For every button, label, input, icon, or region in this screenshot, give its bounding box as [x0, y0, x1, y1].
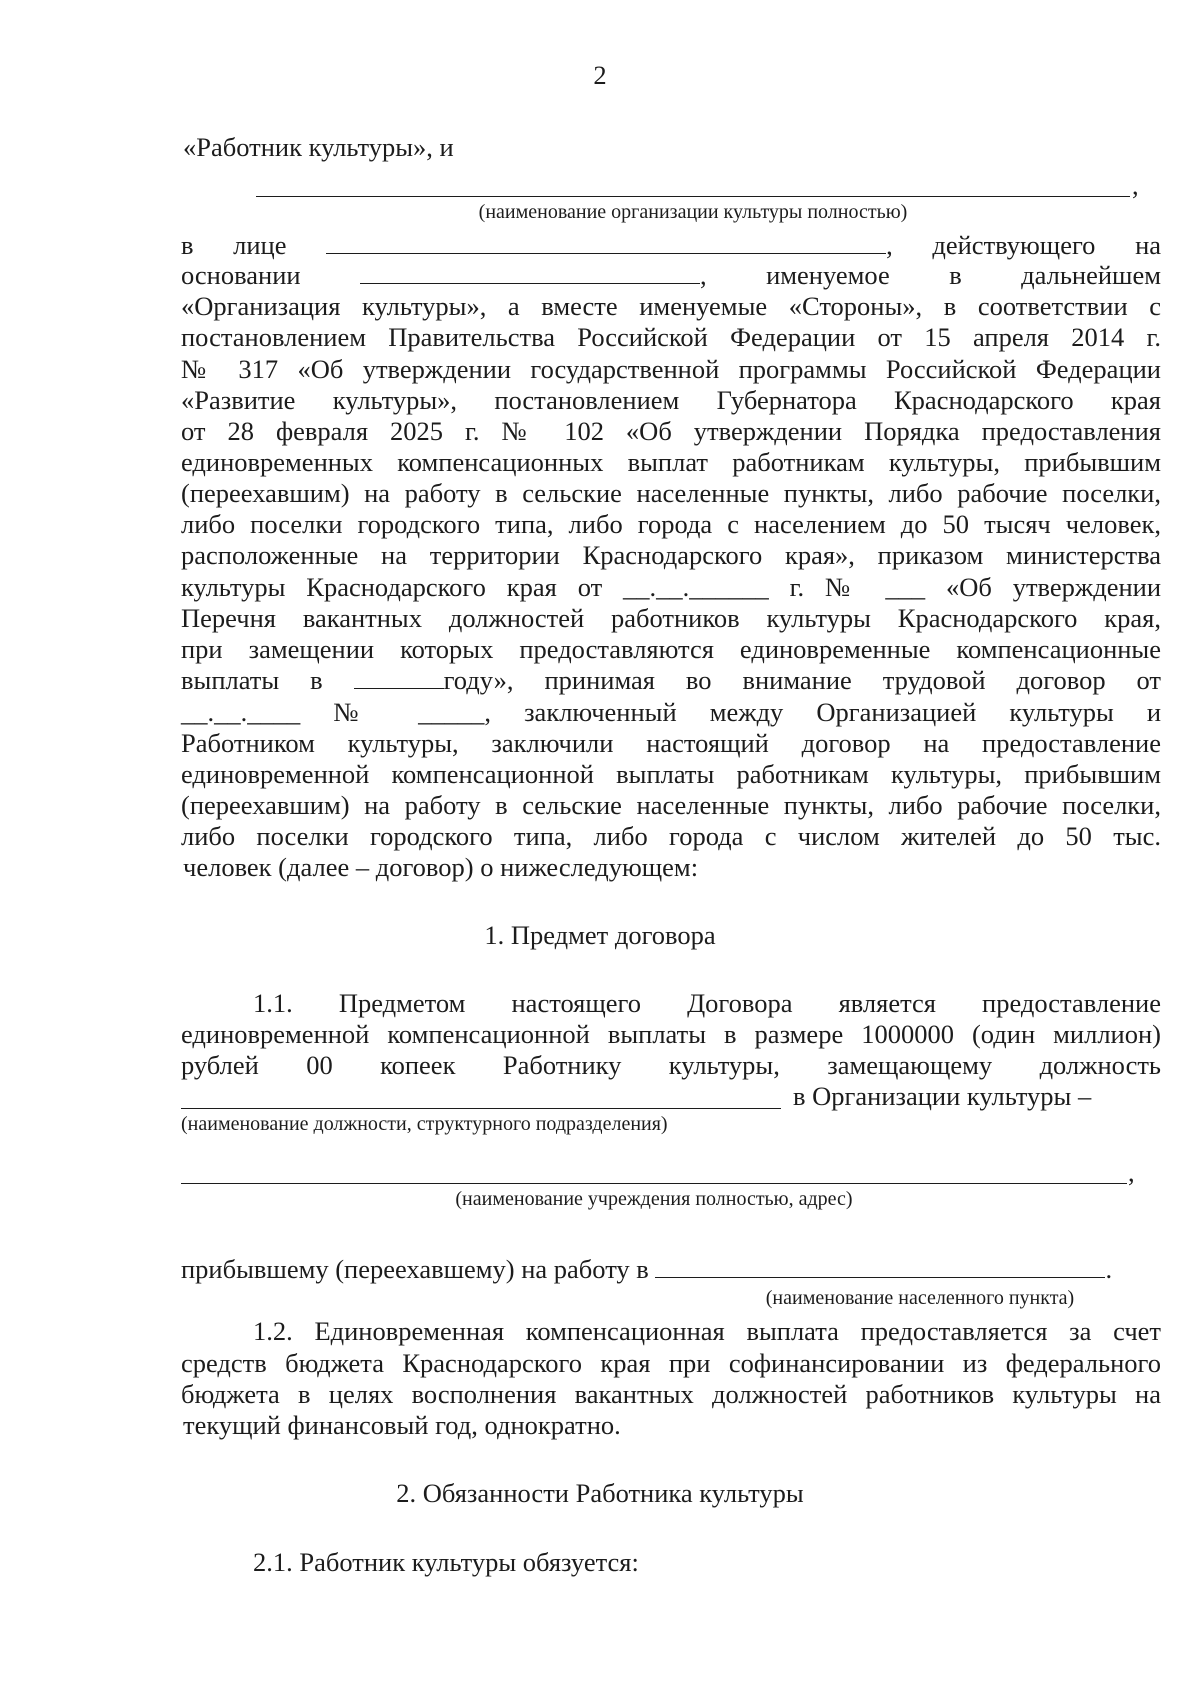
intro-text-line: расположенные на территории Краснодарского края», приказом министерства [181, 540, 1161, 570]
contract-date-field[interactable]: __.__.____ [181, 697, 301, 727]
intro-text-line: от 28 февраля 2025 г. № 102 «Об утверждении Порядка предоставления [181, 416, 1161, 446]
intro-text-line: либо поселки городского типа, либо города с населением до 50 тысяч человек, [181, 509, 1161, 539]
contract-date-line: __.__.____ № _____, заключенный между Организацией культуры и [181, 697, 1162, 727]
intro-text-line: Работником культуры, заключили настоящий договор на предоставление [181, 728, 1161, 758]
intro-text-line: единовременной компенсационной выплаты работникам культуры, прибывшим [181, 759, 1161, 789]
arrived-line: прибывшему (переехавшему) на работу в . [181, 1254, 1113, 1284]
institution-caption: (наименование учреждения полностью, адрес) [455, 1188, 853, 1210]
intro-text-line: постановлением Правительства Российской Федерации от 15 апреля 2014 г. [181, 322, 1161, 352]
intro-last-line: человек (далее – договор) о нижеследующем: [183, 852, 699, 882]
contract-number-field[interactable]: _____, [418, 697, 492, 727]
intro-text-line: «Организация культуры», а вместе именуемые «Стороны», в соответствии с [181, 291, 1161, 321]
v-litse-line: в лице , действующего на [181, 230, 1162, 260]
order-date-field[interactable]: __.__.______ [623, 572, 769, 602]
section-1-2-last: текущий финансовый год, однократно. [183, 1410, 621, 1440]
order-date-line: культуры Краснодарского края от __.__.______ г. № ___ «Об утверждении [181, 572, 1162, 602]
org-name-caption: (наименование организации культуры полностью) [478, 201, 908, 223]
osnovanii-line: основании , именуемое в дальнейшем [181, 260, 1161, 290]
section-1-1-line: единовременной компенсационной выплаты в размере 1000000 (один миллион) [181, 1019, 1161, 1049]
section-2-title: 2. Обязанности Работника культуры [396, 1478, 804, 1508]
intro-text-line: при замещении которых предоставляются единовременные компенсационные [181, 634, 1161, 664]
section-2-1: 2.1. Работник культуры обязуется: [253, 1547, 639, 1577]
intro-text-line: № 317 «Об утверждении государственной программы Российской Федерации [181, 354, 1161, 384]
basis-field[interactable] [360, 261, 700, 284]
section-1-2-line: 1.2. Единовременная компенсационная выплата предоставляется за счет [253, 1316, 1161, 1346]
section-1-title: 1. Предмет договора [484, 920, 716, 950]
representative-field[interactable] [326, 231, 886, 254]
vyplaty-line: выплаты в году», принимая во внимание трудовой договор от [181, 665, 1161, 695]
position-field[interactable] [181, 1108, 781, 1109]
intro-text-line: Перечня вакантных должностей работников культуры Краснодарского края, [181, 603, 1161, 633]
settlement-caption: (наименование населенного пункта) [765, 1287, 1075, 1309]
intro-text-line: «Развитие культуры», постановлением Губернатора Краснодарского края [181, 385, 1161, 415]
intro-text-line: либо поселки городского типа, либо города с числом жителей до 50 тыс. [181, 821, 1161, 851]
intro-text-line: (переехавшим) на работу в сельские населенные пункты, либо рабочие поселки, [181, 790, 1161, 820]
intro-text-line: единовременных компенсационных выплат работникам культуры, прибывшим [181, 447, 1161, 477]
order-number-field[interactable]: ___ [885, 572, 926, 602]
intro-line-1: «Работник культуры», и [183, 132, 454, 162]
section-1-2-line: бюджета в целях восполнения вакантных должностей работников культуры на [181, 1379, 1161, 1409]
position-caption: (наименование должности, структурного подразделения) [181, 1113, 668, 1135]
section-1-2-line: средств бюджета Краснодарского края при софинансировании из федерального [181, 1348, 1161, 1378]
institution-field[interactable] [181, 1183, 1127, 1184]
org-name-field[interactable] [256, 196, 1130, 197]
intro-text-line: (переехавшим) на работу в сельские населенные пункты, либо рабочие поселки, [181, 478, 1161, 508]
section-1-1-line: рублей 00 копеек Работнику культуры, замещающему должность [181, 1050, 1161, 1080]
institution-comma: , [1128, 1157, 1135, 1187]
section-1-1-line: 1.1. Предметом настоящего Договора является предоставление [253, 988, 1161, 1018]
year-field[interactable] [354, 666, 444, 689]
org-suffix: в Организации культуры – [793, 1081, 1092, 1111]
settlement-field[interactable] [655, 1255, 1105, 1278]
page-number: 2 [593, 60, 607, 90]
org-name-comma: , [1132, 170, 1139, 200]
